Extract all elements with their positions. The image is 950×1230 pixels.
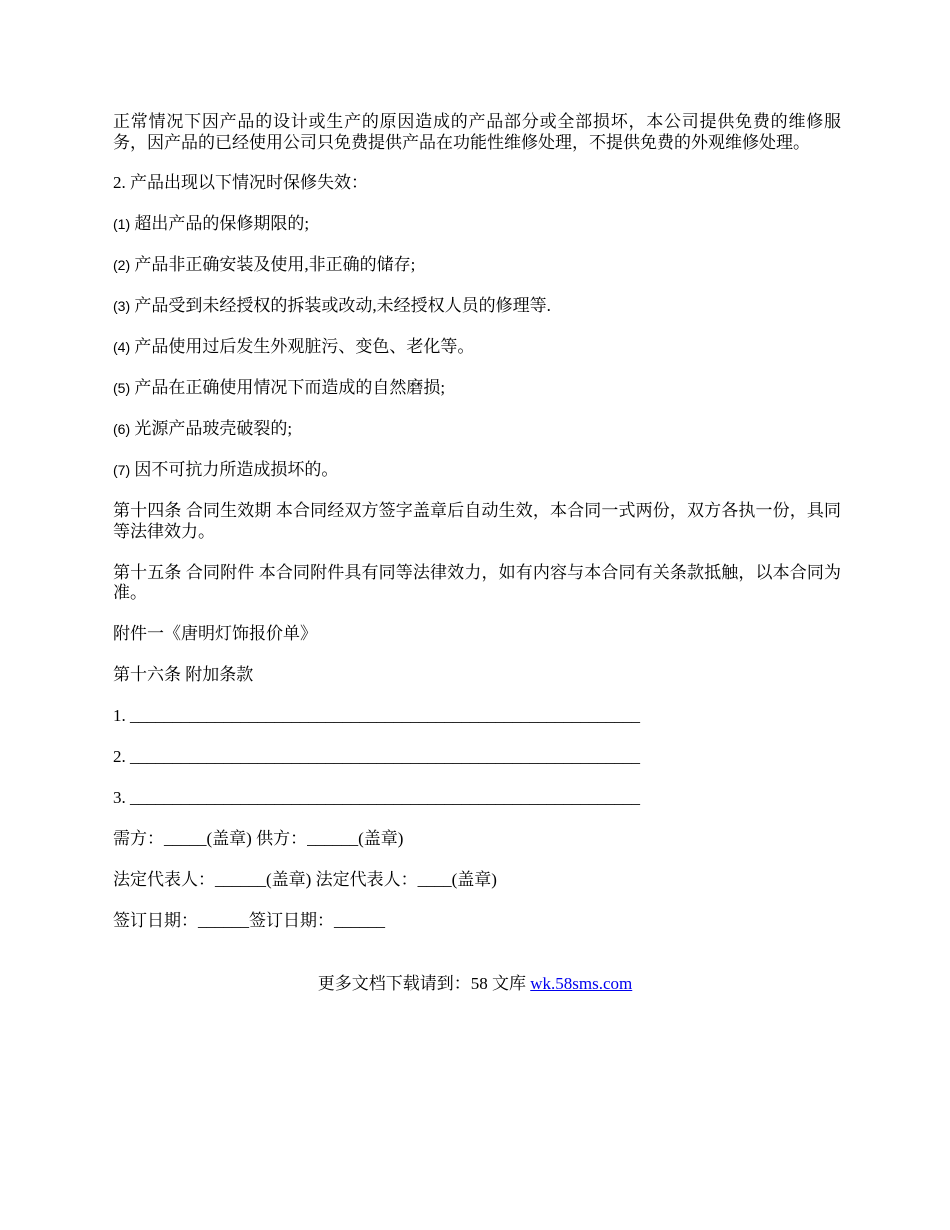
- void-item-number: (7): [113, 462, 131, 478]
- void-item-1: [113, 214, 841, 235]
- footer-link[interactable]: wk.58sms.com: [530, 974, 633, 993]
- void-item-number: (3): [113, 298, 131, 314]
- additional-term-3: 3. ____________________________________________________________: [113, 788, 640, 807]
- void-item-text: 产品受到未经授权的拆装或改动,未经授权人员的修理等.: [134, 296, 551, 315]
- additional-term-1: 1. ____________________________________________________________: [113, 706, 640, 725]
- void-item-7: [113, 460, 841, 481]
- void-item-2: [113, 255, 841, 276]
- void-item-number: (2): [113, 257, 131, 273]
- footer: [0, 974, 950, 994]
- signature-dates-line: 签订日期：______签订日期：______: [113, 911, 385, 930]
- additional-term-2: 2. ____________________________________________________________: [113, 747, 640, 766]
- void-item-text: 超出产品的保修期限的;: [134, 214, 310, 233]
- void-item-number: (5): [113, 380, 131, 396]
- void-item-text: 产品使用过后发生外观脏污、变色、老化等。: [134, 337, 475, 356]
- warranty-void-heading: 2. 产品出现以下情况时保修失效：: [113, 173, 368, 192]
- void-item-3: [113, 296, 841, 317]
- void-item-number: (1): [113, 216, 131, 232]
- void-item-4: [113, 337, 841, 358]
- article-15-paragraph: 第十五条 合同附件 本合同附件具有同等法律效力，如有内容与本合同有关条款抵触，以本合同为准。: [113, 562, 841, 602]
- footer-text: 更多文档下载请到：58 文库: [317, 974, 531, 993]
- document-body: [113, 112, 841, 952]
- article-16-heading: 第十六条 附加条款: [113, 665, 254, 684]
- void-item-6: [113, 419, 841, 440]
- attachment-1-line: 附件一《唐明灯饰报价单》: [113, 624, 317, 643]
- void-item-text: 因不可抗力所造成损坏的。: [134, 460, 339, 479]
- void-item-number: (6): [113, 421, 131, 437]
- article-14-paragraph: 第十四条 合同生效期 本合同经双方签字盖章后自动生效，本合同一式两份，双方各执一份，具同等法律效力。: [113, 501, 841, 541]
- void-item-number: (4): [113, 339, 131, 355]
- intro-paragraph: 正常情况下因产品的设计或生产的原因造成的产品部分或全部损坏，本公司提供免费的维修服务，因产品的已经使用公司只免费提供产品在功能性维修处理，不提供免费的外观维修处理。: [113, 112, 841, 152]
- void-item-text: 光源产品玻壳破裂的;: [134, 419, 293, 438]
- void-item-text: 产品非正确安装及使用,非正确的储存;: [134, 255, 416, 274]
- signature-parties-line: 需方：_____(盖章) 供方：______(盖章): [113, 829, 404, 848]
- void-item-text: 产品在正确使用情况下而造成的自然磨损;: [134, 378, 446, 397]
- void-item-5: [113, 378, 841, 399]
- signature-representatives-line: 法定代表人：______(盖章) 法定代表人：____(盖章): [113, 870, 497, 889]
